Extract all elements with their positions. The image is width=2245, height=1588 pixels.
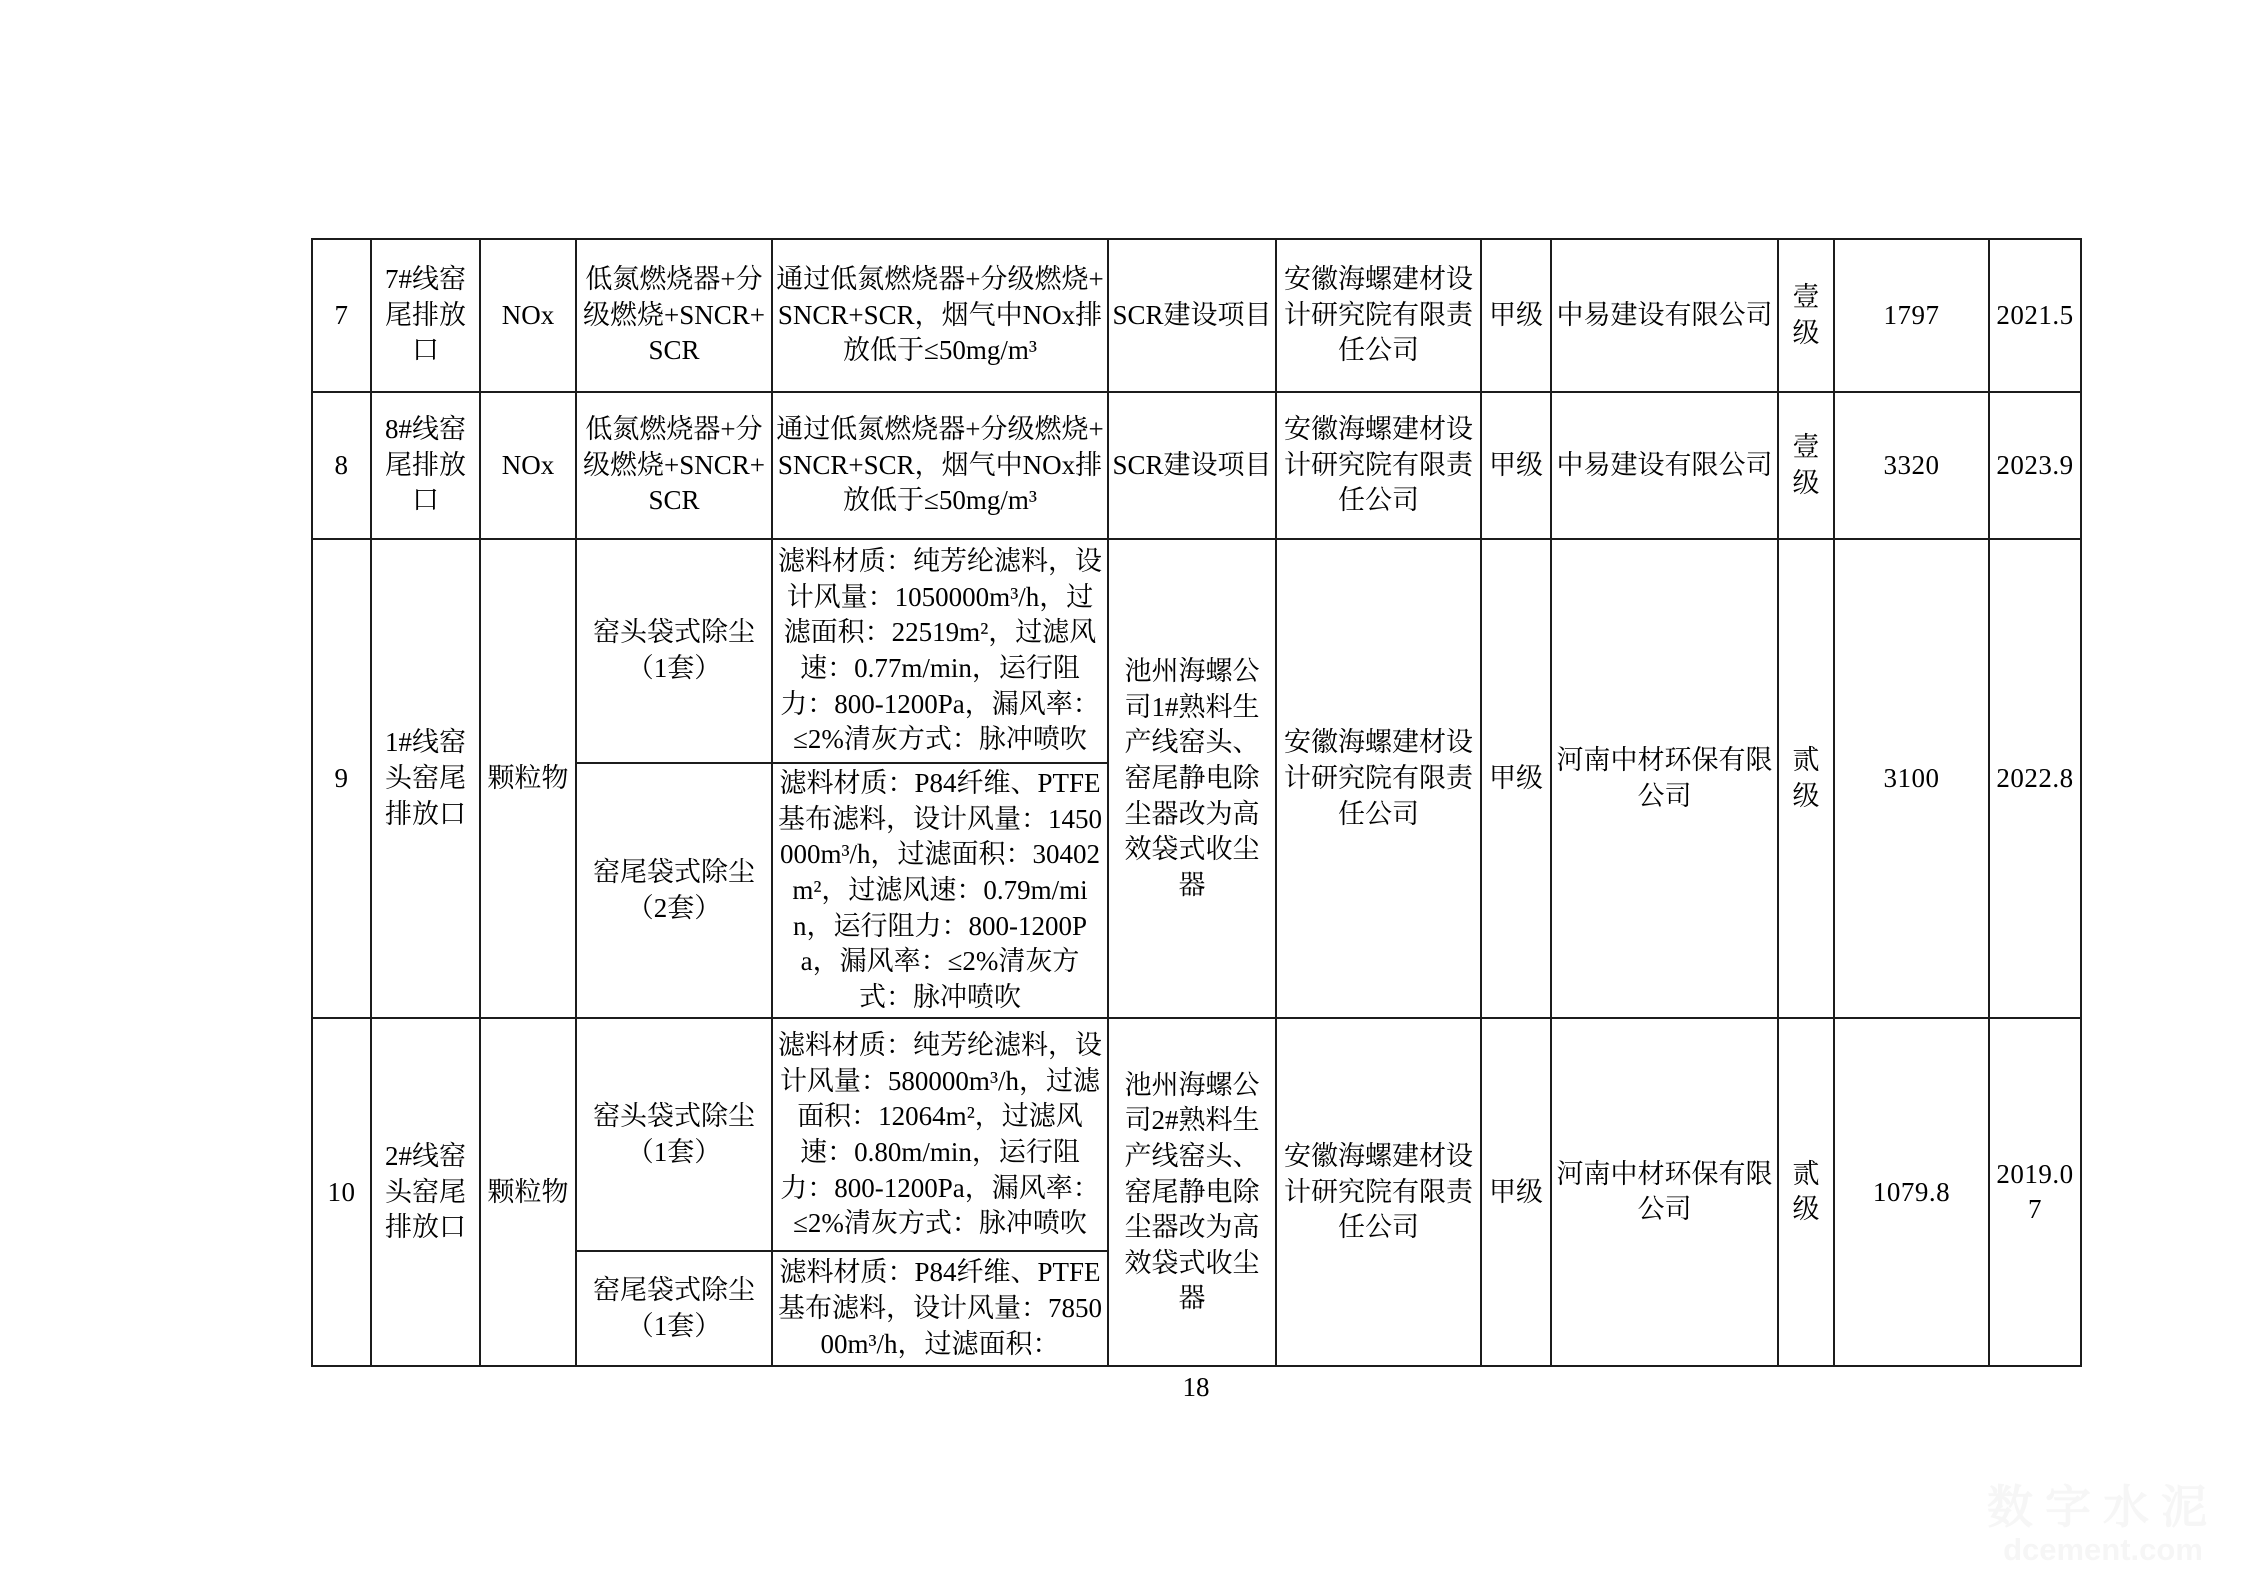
- design-unit-cell: 安徽海螺建材设计研究院有限责任公司: [1276, 239, 1481, 392]
- facility-cell: 窑头袋式除尘（1套）: [576, 1018, 772, 1251]
- pollutant-cell: 颗粒物: [480, 1018, 576, 1366]
- facility-detail-cell: 滤料材质：P84纤维、PTFE基布滤料，设计风量：785000m³/h，过滤面积：: [772, 1251, 1108, 1366]
- construction-unit-cell: 河南中材环保有限公司: [1551, 1018, 1778, 1366]
- row-number-cell: 10: [312, 1018, 371, 1366]
- construction-unit-cell: 中易建设有限公司: [1551, 239, 1778, 392]
- facility-detail-cell: 滤料材质：纯芳纶滤料，设计风量：580000m³/h，过滤面积：12064m²，过滤风速：0.80m/min，运行阻力：800-1200Pa，漏风率：≤2%清灰方式：脉冲喷吹: [772, 1018, 1108, 1251]
- outlet-cell: 7#线窑尾排放口: [371, 239, 480, 392]
- facility-cell: 窑尾袋式除尘（1套）: [576, 1251, 772, 1366]
- watermark: [1987, 1482, 2219, 1568]
- outlet-cell: 8#线窑尾排放口: [371, 392, 480, 539]
- pollutant-cell: 颗粒物: [480, 539, 576, 1018]
- facility-cell: 低氮燃烧器+分级燃烧+SNCR+SCR: [576, 392, 772, 539]
- watermark-domain-text: dcement.com: [2003, 1532, 2203, 1567]
- table-row: [312, 392, 2081, 539]
- facility-cell: 低氮燃烧器+分级燃烧+SNCR+SCR: [576, 239, 772, 392]
- table-row: [312, 1018, 2081, 1251]
- amount-cell: 1079.8: [1834, 1018, 1989, 1366]
- date-cell: 2021.5: [1989, 239, 2081, 392]
- page-number: 18: [1182, 1372, 1210, 1402]
- date-cell: 2023.9: [1989, 392, 2081, 539]
- facility-detail-cell: 通过低氮燃烧器+分级燃烧+SNCR+SCR，烟气中NOx排放低于≤50mg/m³: [772, 392, 1108, 539]
- date-cell: 2022.8: [1989, 539, 2081, 1018]
- amount-cell: 1797: [1834, 239, 1989, 392]
- construction-unit-cell: 中易建设有限公司: [1551, 392, 1778, 539]
- design-unit-cell: 安徽海螺建材设计研究院有限责任公司: [1276, 539, 1481, 1018]
- project-cell: 池州海螺公司2#熟料生产线窑头、窑尾静电除尘器改为高效袋式收尘器: [1108, 1018, 1276, 1366]
- construction-grade-cell: 壹级: [1778, 392, 1834, 539]
- project-cell: 池州海螺公司1#熟料生产线窑头、窑尾静电除尘器改为高效袋式收尘器: [1108, 539, 1276, 1018]
- pollutant-cell: NOx: [480, 392, 576, 539]
- table-row: [312, 239, 2081, 392]
- pollutant-cell: NOx: [480, 239, 576, 392]
- outlet-cell: 1#线窑头窑尾排放口: [371, 539, 480, 1018]
- amount-cell: 3320: [1834, 392, 1989, 539]
- row-number-cell: 7: [312, 239, 371, 392]
- facility-detail-cell: 通过低氮燃烧器+分级燃烧+SNCR+SCR，烟气中NOx排放低于≤50mg/m³: [772, 239, 1108, 392]
- row-number-cell: 8: [312, 392, 371, 539]
- date-cell: 2019.07: [1989, 1018, 2081, 1366]
- watermark-chinese-text: 数字水泥: [1987, 1481, 2219, 1533]
- design-grade-cell: 甲级: [1481, 1018, 1551, 1366]
- outlet-cell: 2#线窑头窑尾排放口: [371, 1018, 480, 1366]
- facility-cell: 窑尾袋式除尘（2套）: [576, 763, 772, 1018]
- construction-unit-cell: 河南中材环保有限公司: [1551, 539, 1778, 1018]
- construction-grade-cell: 壹级: [1778, 239, 1834, 392]
- design-grade-cell: 甲级: [1481, 239, 1551, 392]
- design-unit-cell: 安徽海螺建材设计研究院有限责任公司: [1276, 1018, 1481, 1366]
- construction-grade-cell: 贰级: [1778, 1018, 1834, 1366]
- table-row: [312, 539, 2081, 763]
- project-cell: SCR建设项目: [1108, 392, 1276, 539]
- design-grade-cell: 甲级: [1481, 539, 1551, 1018]
- facility-cell: 窑头袋式除尘（1套）: [576, 539, 772, 763]
- facility-detail-cell: 滤料材质：纯芳纶滤料，设计风量：1050000m³/h，过滤面积：22519m²，过滤风速：0.77m/min，运行阻力：800-1200Pa，漏风率：≤2%清灰方式：脉冲喷吹: [772, 539, 1108, 763]
- row-number-cell: 9: [312, 539, 371, 1018]
- construction-grade-cell: 贰级: [1778, 539, 1834, 1018]
- project-cell: SCR建设项目: [1108, 239, 1276, 392]
- facility-detail-cell: 滤料材质：P84纤维、PTFE基布滤料，设计风量：1450000m³/h，过滤面积：30402m²，过滤风速：0.79m/min，运行阻力：800-1200Pa，漏风率：≤2%清灰方式：脉冲喷吹: [772, 763, 1108, 1018]
- design-grade-cell: 甲级: [1481, 392, 1551, 539]
- amount-cell: 3100: [1834, 539, 1989, 1018]
- design-unit-cell: 安徽海螺建材设计研究院有限责任公司: [1276, 392, 1481, 539]
- emissions-table: [311, 238, 2082, 1367]
